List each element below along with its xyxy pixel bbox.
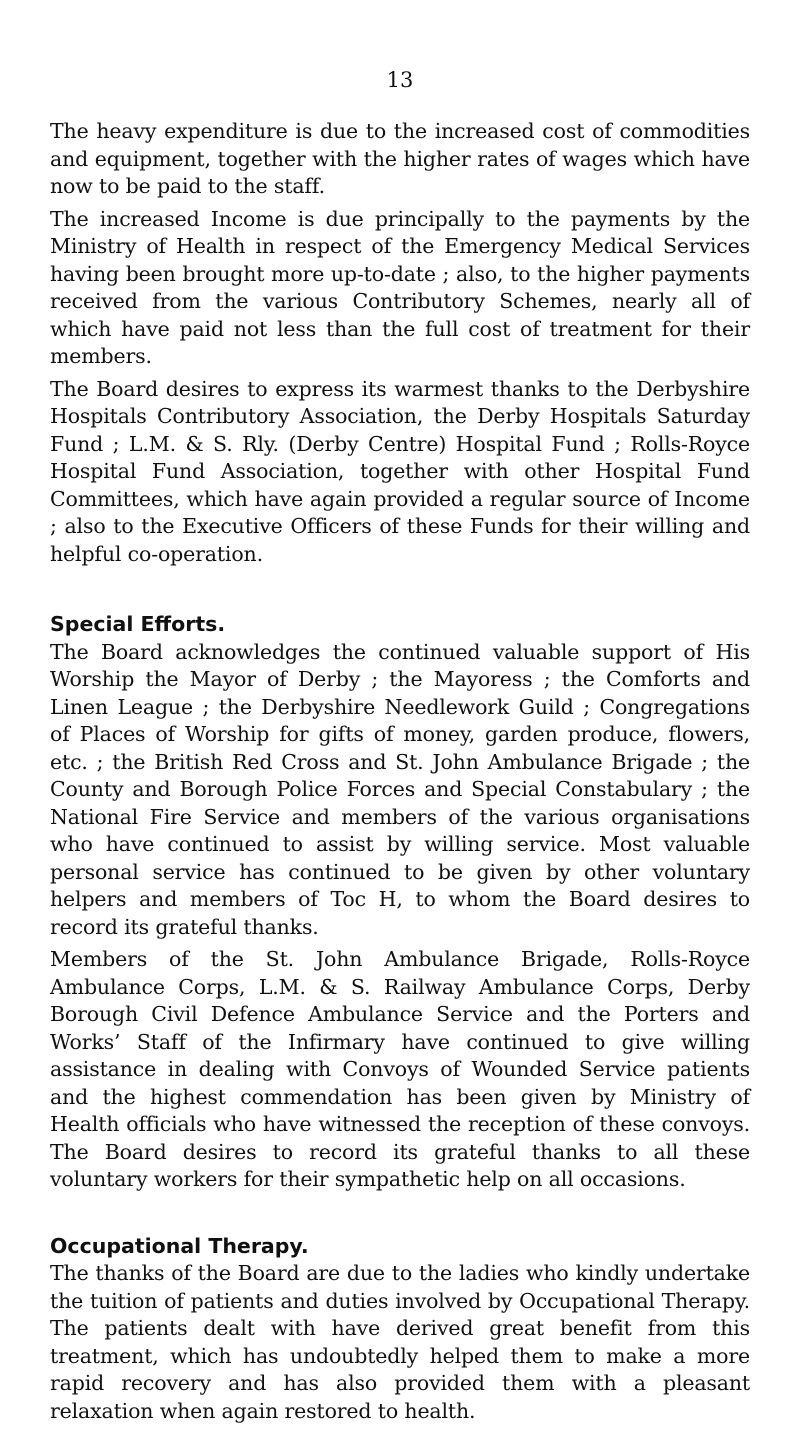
paragraph-special-efforts-ambulance: Members of the St. John Ambulance Brigade, Rolls-Royce Ambulance Corps, L.M. & S. Railway Ambulance Corps, Derby Borough Civil Defence Ambulance Service and the Porters and Works’ Staff of the Infirmary have continued to give willing assistance in dealing with Convoys of Wounded Service patients and the highest commendation has been given by Ministry of Health officials who have witnessed the reception of these convoys. The Board desires to record its grateful thanks to all these voluntary workers for their sympathetic help on all occasions.	[50, 947, 750, 1191]
page-body	[50, 118, 750, 1430]
section-spacer	[50, 1199, 750, 1233]
section-spacer	[50, 573, 750, 611]
paragraph-special-efforts-support: The Board acknowledges the continued valuable support of His Worship the Mayor of Derby ; the Mayoress ; the Comforts and Linen League ; the Derbyshire Needlework Guild ; Congregations of Places of Worship for gifts of money, garden produce, flowers, etc. ; the British Red Cross and St. John Ambulance Brigade ; the County and Borough Police Forces and Special Constabulary ; the National Fire Service and members of the various organisations who have continued to assist by willing service. Most valuable personal service has continued to be given by other voluntary helpers and members of Toc H, to whom the Board desires to record its grateful thanks.	[50, 639, 750, 939]
paragraph-occupational-therapy: The thanks of the Board are due to the ladies who kindly undertake the tuition of patients and duties involved by Occupational Therapy. The patients dealt with have derived great benefit from this treatment, which has undoubtedly helped them to make a more rapid recovery and has also provided them with a pleasant relaxation when again restored to health.	[50, 1261, 750, 1423]
paragraph-expenditure: The heavy expenditure is due to the increased cost of commodities and equipment, together with the higher rates of wages which have now to be paid to the staff.	[50, 119, 750, 198]
page-number: 13	[386, 68, 414, 92]
paragraph-income: The increased Income is due principally to the payments by the Ministry of Health in respect of the Emergency Medical Services having been brought more up-to-date ; also, to the higher payments received from the various Contributory Schemes, nearly all of which have paid not less than the full cost of treatment for their members.	[50, 206, 750, 368]
paragraph-thanks-funds: The Board desires to express its warmest thanks to the Derbyshire Hospitals Contributory Association, the Derby Hospitals Saturday Fund ; L.M. & S. Rly. (Derby Centre) Hospital Fund ; Rolls-Royce Hospital Fund Association, together with other Hospital Fund Committees, which have again provided a regular source of Income ; also to the Executive Officers of these Funds for their willing and helpful co-operation.	[50, 376, 750, 566]
heading-occupational-therapy: Occupational Therapy.	[50, 1233, 309, 1258]
heading-special-efforts: Special Efforts.	[50, 612, 226, 636]
